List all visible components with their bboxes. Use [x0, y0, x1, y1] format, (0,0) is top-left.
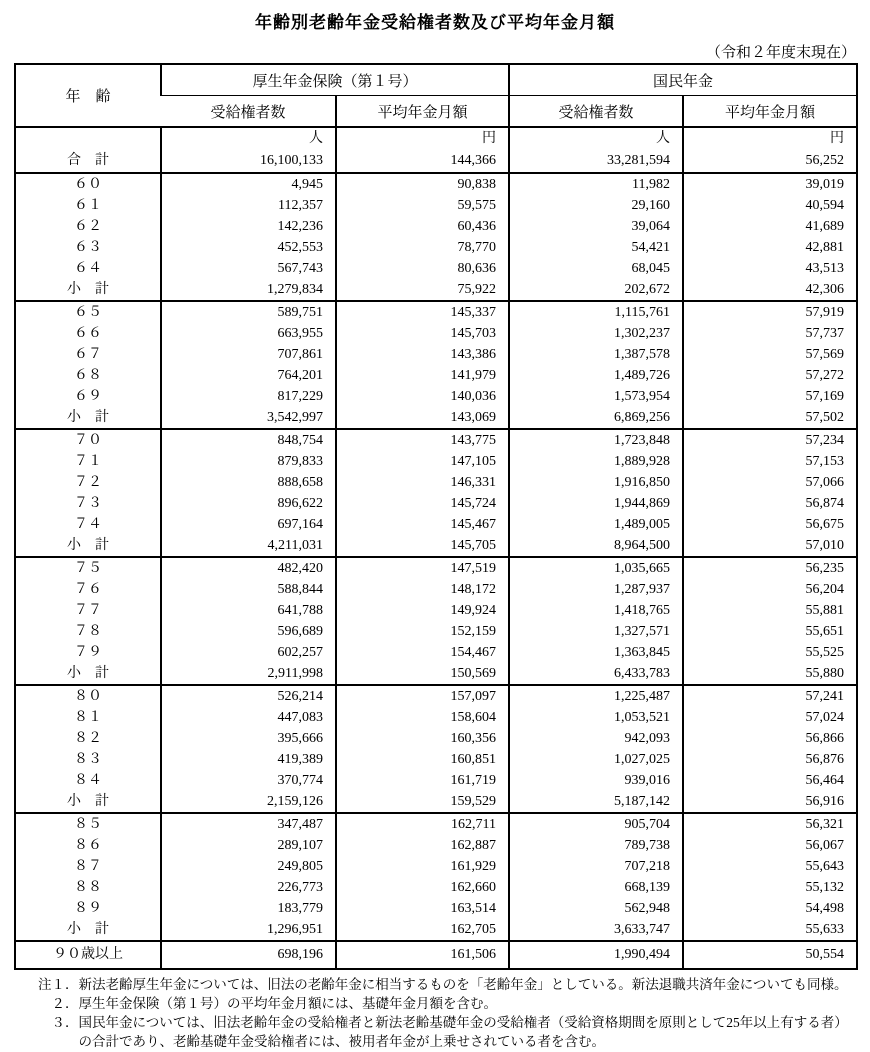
- value-cell: 147,519: [336, 557, 509, 579]
- value-cell: 57,919: [683, 301, 857, 323]
- value-cell: 162,887: [336, 835, 509, 856]
- value-cell: 663,955: [161, 323, 336, 344]
- value-cell: 1,035,665: [509, 557, 683, 579]
- value-cell: 1,327,571: [509, 621, 683, 642]
- value-cell: 942,093: [509, 728, 683, 749]
- value-cell: 848,754: [161, 429, 336, 451]
- table-row: [15, 150, 857, 173]
- value-cell: 1,573,954: [509, 386, 683, 407]
- value-cell: 1,287,937: [509, 579, 683, 600]
- header-kokumin-average: 平均年金月額: [683, 96, 857, 128]
- value-cell: 395,666: [161, 728, 336, 749]
- value-cell: 161,929: [336, 856, 509, 877]
- footnote-marker: ２．: [38, 996, 79, 1012]
- value-cell: 158,604: [336, 707, 509, 728]
- value-cell: 148,172: [336, 579, 509, 600]
- value-cell: 50,554: [683, 941, 857, 969]
- header-kosei-recipients: 受給権者数: [161, 96, 336, 128]
- value-cell: 3,542,997: [161, 407, 336, 429]
- value-cell: 1,279,834: [161, 279, 336, 301]
- value-cell: 3,633,747: [509, 919, 683, 941]
- table-row: [15, 557, 857, 579]
- value-cell: 142,236: [161, 216, 336, 237]
- age-cell: ７６: [74, 582, 102, 597]
- table-row: [15, 216, 857, 237]
- value-cell: 602,257: [161, 642, 336, 663]
- age-cell: ６２: [74, 219, 102, 234]
- value-cell: 145,337: [336, 301, 509, 323]
- value-cell: 1,296,951: [161, 919, 336, 941]
- value-cell: 1,489,005: [509, 514, 683, 535]
- age-cell: ６４: [74, 261, 102, 276]
- value-cell: 1,053,521: [509, 707, 683, 728]
- value-cell: 68,045: [509, 258, 683, 279]
- page-title: 年齢別老齢年金受給権者数及び平均年金月額: [255, 13, 615, 32]
- value-cell: 56,321: [683, 813, 857, 835]
- value-cell: 160,851: [336, 749, 509, 770]
- header-kosei-average: 平均年金月額: [336, 96, 509, 128]
- value-cell: 668,139: [509, 877, 683, 898]
- value-cell: 370,774: [161, 770, 336, 791]
- age-cell: ７７: [74, 603, 102, 618]
- units-row: [15, 127, 857, 150]
- value-cell: 40,594: [683, 195, 857, 216]
- age-cell: ８５: [15, 813, 161, 835]
- value-cell: 57,024: [683, 707, 857, 728]
- value-cell: 145,724: [336, 493, 509, 514]
- value-cell: 57,272: [683, 365, 857, 386]
- age-cell: ６８: [74, 368, 102, 383]
- table-row: [15, 600, 857, 621]
- value-cell: 152,159: [336, 621, 509, 642]
- value-cell: 159,529: [336, 791, 509, 813]
- value-cell: 33,281,594: [509, 150, 683, 173]
- age-cell: ７４: [74, 517, 102, 532]
- value-cell: 41,689: [683, 216, 857, 237]
- value-cell: 162,711: [336, 813, 509, 835]
- value-cell: 141,979: [336, 365, 509, 386]
- table-row: [15, 856, 857, 877]
- table-row: [15, 813, 857, 835]
- age-cell: ８０: [15, 685, 161, 707]
- value-cell: 57,066: [683, 472, 857, 493]
- value-cell: 154,467: [336, 642, 509, 663]
- footnote-marker: 注１．: [38, 977, 79, 992]
- value-cell: 56,874: [683, 493, 857, 514]
- header-kokumin-nenkin: 国民年金: [509, 64, 857, 96]
- table-row: [15, 663, 857, 685]
- value-cell: 764,201: [161, 365, 336, 386]
- age-cell: ６０: [15, 173, 161, 195]
- value-cell: 817,229: [161, 386, 336, 407]
- footnote-3: [14, 1013, 856, 1051]
- value-cell: 56,675: [683, 514, 857, 535]
- value-cell: 161,719: [336, 770, 509, 791]
- value-cell: 4,211,031: [161, 535, 336, 557]
- value-cell: 347,487: [161, 813, 336, 835]
- value-cell: 526,214: [161, 685, 336, 707]
- value-cell: 56,067: [683, 835, 857, 856]
- value-cell: 1,889,928: [509, 451, 683, 472]
- age-cell: ９０歳以上: [15, 941, 161, 969]
- value-cell: 596,689: [161, 621, 336, 642]
- value-cell: 75,922: [336, 279, 509, 301]
- table-row: [15, 535, 857, 557]
- value-cell: 円: [336, 127, 509, 150]
- footnote-1: [14, 975, 856, 994]
- table-row: [15, 835, 857, 856]
- table-row: [15, 898, 857, 919]
- value-cell: 147,105: [336, 451, 509, 472]
- value-cell: 29,160: [509, 195, 683, 216]
- age-cell: ８７: [74, 859, 102, 874]
- table-body: [15, 127, 857, 969]
- value-cell: 1,363,845: [509, 642, 683, 663]
- table-header: [15, 64, 857, 127]
- value-cell: 226,773: [161, 877, 336, 898]
- value-cell: 1,916,850: [509, 472, 683, 493]
- footnote-text: 新法老齢厚生年金については、旧法の老齢年金に相当するものを「老齢年金」としている。新法退職共済年金についても同様。: [78, 977, 848, 992]
- value-cell: 145,467: [336, 514, 509, 535]
- value-cell: 42,881: [683, 237, 857, 258]
- value-cell: 888,658: [161, 472, 336, 493]
- age-cell: ８６: [74, 838, 102, 853]
- age-cell: 小 計: [67, 538, 109, 553]
- table-header-row-1: [15, 64, 857, 96]
- value-cell: 1,027,025: [509, 749, 683, 770]
- footnote-2: [14, 994, 856, 1013]
- value-cell: 447,083: [161, 707, 336, 728]
- table-row: [15, 323, 857, 344]
- age-cell: ８９: [74, 901, 102, 916]
- value-cell: 567,743: [161, 258, 336, 279]
- value-cell: 円: [683, 127, 857, 150]
- table-row: [15, 919, 857, 941]
- value-cell: 183,779: [161, 898, 336, 919]
- value-cell: 57,010: [683, 535, 857, 557]
- table-row: [15, 685, 857, 707]
- footnote-marker: ３．: [38, 1015, 79, 1031]
- footnotes: [14, 975, 856, 1052]
- value-cell: 419,389: [161, 749, 336, 770]
- age-cell: ８４: [74, 773, 102, 788]
- value-cell: 55,643: [683, 856, 857, 877]
- value-cell: 5,187,142: [509, 791, 683, 813]
- age-cell: ７０: [15, 429, 161, 451]
- age-cell: ７９: [74, 645, 102, 660]
- table-row: [15, 749, 857, 770]
- subtitle-date: （令和２年度末現在）: [705, 45, 856, 61]
- value-cell: 56,876: [683, 749, 857, 770]
- age-cell: ６５: [15, 301, 161, 323]
- value-cell: 42,306: [683, 279, 857, 301]
- age-cell: 合 計: [67, 153, 109, 168]
- value-cell: 55,132: [683, 877, 857, 898]
- value-cell: 8,964,500: [509, 535, 683, 557]
- age-cell: ６７: [74, 347, 102, 362]
- value-cell: 1,115,761: [509, 301, 683, 323]
- value-cell: 162,660: [336, 877, 509, 898]
- value-cell: 707,861: [161, 344, 336, 365]
- table-row: [15, 237, 857, 258]
- age-cell: ７２: [74, 475, 102, 490]
- value-cell: 707,218: [509, 856, 683, 877]
- value-cell: 55,633: [683, 919, 857, 941]
- header-age: 年 齢: [15, 64, 161, 127]
- value-cell: 56,464: [683, 770, 857, 791]
- value-cell: 6,869,256: [509, 407, 683, 429]
- value-cell: 163,514: [336, 898, 509, 919]
- value-cell: 39,019: [683, 173, 857, 195]
- table-row: [15, 451, 857, 472]
- age-cell: ７５: [15, 557, 161, 579]
- age-cell: ７８: [74, 624, 102, 639]
- value-cell: 59,575: [336, 195, 509, 216]
- pension-table: [14, 63, 858, 970]
- value-cell: 162,705: [336, 919, 509, 941]
- table-row: [15, 877, 857, 898]
- value-cell: 57,241: [683, 685, 857, 707]
- value-cell: 641,788: [161, 600, 336, 621]
- value-cell: 1,225,487: [509, 685, 683, 707]
- value-cell: 157,097: [336, 685, 509, 707]
- table-row: [15, 386, 857, 407]
- value-cell: 人: [161, 127, 336, 150]
- value-cell: 56,204: [683, 579, 857, 600]
- value-cell: 161,506: [336, 941, 509, 969]
- value-cell: 150,569: [336, 663, 509, 685]
- table-row: [15, 791, 857, 813]
- age-cell: ８８: [74, 880, 102, 895]
- value-cell: 1,302,237: [509, 323, 683, 344]
- value-cell: 78,770: [336, 237, 509, 258]
- value-cell: 146,331: [336, 472, 509, 493]
- value-cell: 43,513: [683, 258, 857, 279]
- value-cell: 1,944,869: [509, 493, 683, 514]
- age-cell: 小 計: [67, 410, 109, 425]
- table-row: [15, 365, 857, 386]
- header-kokumin-recipients: 受給権者数: [509, 96, 683, 128]
- value-cell: 145,705: [336, 535, 509, 557]
- value-cell: 482,420: [161, 557, 336, 579]
- value-cell: 896,622: [161, 493, 336, 514]
- value-cell: 57,569: [683, 344, 857, 365]
- value-cell: 57,737: [683, 323, 857, 344]
- table-row: [15, 770, 857, 791]
- value-cell: 289,107: [161, 835, 336, 856]
- value-cell: 1,489,726: [509, 365, 683, 386]
- value-cell: 54,421: [509, 237, 683, 258]
- table-row: [15, 642, 857, 663]
- table-row: [15, 429, 857, 451]
- value-cell: 588,844: [161, 579, 336, 600]
- table-row: [15, 472, 857, 493]
- table-row: [15, 279, 857, 301]
- value-cell: 60,436: [336, 216, 509, 237]
- value-cell: 56,235: [683, 557, 857, 579]
- table-row: [15, 514, 857, 535]
- value-cell: 140,036: [336, 386, 509, 407]
- value-cell: 698,196: [161, 941, 336, 969]
- value-cell: 143,386: [336, 344, 509, 365]
- value-cell: 80,636: [336, 258, 509, 279]
- value-cell: 55,881: [683, 600, 857, 621]
- table-row: [15, 579, 857, 600]
- footnote-text: 国民年金については、旧法老齢年金の受給権者と新法老齢基礎年金の受給権者（受給資格期間を原則として25年以上有する者）の合計であり、老齢基礎年金受給権者には、被用者年金が上乗せされている者を含む。: [78, 1015, 848, 1050]
- age-cell: ７３: [74, 496, 102, 511]
- table-row: [15, 941, 857, 969]
- table-row: [15, 728, 857, 749]
- value-cell: 1,990,494: [509, 941, 683, 969]
- value-cell: 1,387,578: [509, 344, 683, 365]
- age-cell: ８２: [74, 731, 102, 746]
- value-cell: 249,805: [161, 856, 336, 877]
- age-cell: 小 計: [67, 922, 109, 937]
- table-row: [15, 195, 857, 216]
- age-cell: [15, 127, 161, 150]
- age-cell: 小 計: [67, 666, 109, 681]
- table-row: [15, 173, 857, 195]
- age-cell: ６９: [74, 389, 102, 404]
- value-cell: 57,169: [683, 386, 857, 407]
- footnote-text: 厚生年金保険（第１号）の平均年金月額には、基礎年金月額を含む。: [78, 996, 497, 1012]
- age-cell: ６６: [74, 326, 102, 341]
- value-cell: 879,833: [161, 451, 336, 472]
- value-cell: 452,553: [161, 237, 336, 258]
- value-cell: 589,751: [161, 301, 336, 323]
- value-cell: 4,945: [161, 173, 336, 195]
- value-cell: 55,525: [683, 642, 857, 663]
- table-row: [15, 407, 857, 429]
- age-cell: 小 計: [67, 794, 109, 809]
- value-cell: 2,159,126: [161, 791, 336, 813]
- value-cell: 54,498: [683, 898, 857, 919]
- value-cell: 562,948: [509, 898, 683, 919]
- value-cell: 57,153: [683, 451, 857, 472]
- table-row: [15, 493, 857, 514]
- value-cell: 789,738: [509, 835, 683, 856]
- value-cell: 1,418,765: [509, 600, 683, 621]
- age-cell: ６３: [74, 240, 102, 255]
- value-cell: 112,357: [161, 195, 336, 216]
- value-cell: 6,433,783: [509, 663, 683, 685]
- value-cell: 143,069: [336, 407, 509, 429]
- age-cell: ８３: [74, 752, 102, 767]
- table-row: [15, 621, 857, 642]
- value-cell: 57,234: [683, 429, 857, 451]
- age-cell: ８１: [74, 710, 102, 725]
- value-cell: 143,775: [336, 429, 509, 451]
- age-cell: ７１: [74, 454, 102, 469]
- value-cell: 905,704: [509, 813, 683, 835]
- table-row: [15, 301, 857, 323]
- value-cell: 55,651: [683, 621, 857, 642]
- table-row: [15, 707, 857, 728]
- value-cell: 202,672: [509, 279, 683, 301]
- value-cell: 39,064: [509, 216, 683, 237]
- table-row: [15, 344, 857, 365]
- value-cell: 56,252: [683, 150, 857, 173]
- value-cell: 56,866: [683, 728, 857, 749]
- value-cell: 144,366: [336, 150, 509, 173]
- value-cell: 939,016: [509, 770, 683, 791]
- value-cell: 55,880: [683, 663, 857, 685]
- value-cell: 56,916: [683, 791, 857, 813]
- value-cell: 697,164: [161, 514, 336, 535]
- value-cell: 人: [509, 127, 683, 150]
- value-cell: 16,100,133: [161, 150, 336, 173]
- age-cell: 小 計: [67, 282, 109, 297]
- value-cell: 160,356: [336, 728, 509, 749]
- value-cell: 57,502: [683, 407, 857, 429]
- value-cell: 149,924: [336, 600, 509, 621]
- header-kosei-nenkin: 厚生年金保険（第１号）: [161, 64, 509, 96]
- table-row: [15, 258, 857, 279]
- age-cell: ６１: [74, 198, 102, 213]
- value-cell: 145,703: [336, 323, 509, 344]
- value-cell: 2,911,998: [161, 663, 336, 685]
- value-cell: 11,982: [509, 173, 683, 195]
- value-cell: 1,723,848: [509, 429, 683, 451]
- value-cell: 90,838: [336, 173, 509, 195]
